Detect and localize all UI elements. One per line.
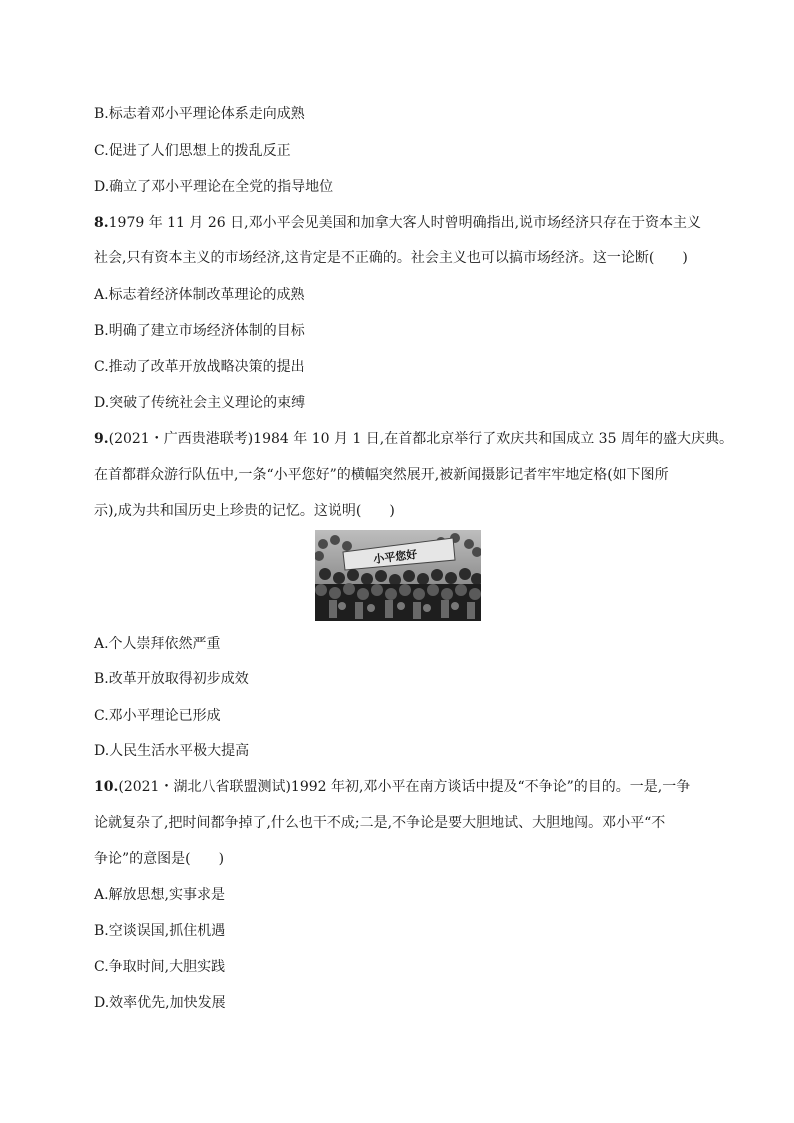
q8-option-b: B.明确了建立市场经济体制的目标 (94, 323, 305, 339)
q9-stem-line-2: 在首都群众游行队伍中,一条“小平您好”的横幅突然展开,被新闻摄影记者牢牢地定格(如下图所 (94, 467, 669, 483)
q8-stem-line-2: 社会,只有资本主义的市场经济,这肯定是不正确的。社会主义也可以搞市场经济。这一论断( ) (94, 250, 688, 266)
q7-option-c: C.促进了人们思想上的拨乱反正 (94, 143, 291, 159)
photo-banner-text: 小平您好 (372, 547, 418, 567)
q9-stem-line-1 (94, 429, 733, 449)
q10-option-b: B.空谈误国,抓住机遇 (94, 923, 226, 939)
q9-stem-line-3: 示),成为共和国历史上珍贵的记忆。这说明( ) (94, 503, 395, 519)
q9-option-b: B.改革开放取得初步成效 (94, 671, 249, 687)
q10-stem-line-2: 论就复杂了,把时间都争掉了,什么也干不成;二是,不争论是要大胆地试、大胆地闯。邓小平“不 (94, 815, 666, 831)
q8-option-c: C.推动了改革开放战略决策的提出 (94, 359, 305, 375)
q7-option-b: B.标志着邓小平理论体系走向成熟 (94, 106, 305, 122)
q9-parade-photo (315, 530, 481, 621)
q8-option-d: D.突破了传统社会主义理论的束缚 (94, 395, 306, 411)
q8-stem-line-1 (94, 213, 701, 233)
q10-option-c: C.争取时间,大胆实践 (94, 959, 226, 975)
q9-option-d: D.人民生活水平极大提高 (94, 743, 250, 759)
q10-stem-text-1: (2021・湖北八省联盟测试)1992 年初,邓小平在南方谈话中提及“不争论”的目的。一是,一争 (118, 779, 691, 795)
q10-stem-line-1 (94, 777, 690, 797)
q10-option-a: A.解放思想,实事求是 (94, 887, 226, 903)
q8-number: 8. (94, 215, 109, 231)
q10-option-d: D.效率优先,加快发展 (94, 995, 226, 1011)
q9-stem-text-1: (2021・广西贵港联考)1984 年 10 月 1 日,在首都北京举行了欢庆共和国成立 35 周年的盛大庆典。 (108, 431, 733, 447)
q9-option-a: A.个人崇拜依然严重 (94, 636, 221, 652)
q10-stem-line-3: 争论”的意图是( ) (94, 851, 225, 867)
q10-number: 10. (94, 779, 119, 795)
q7-option-d: D.确立了邓小平理论在全党的指导地位 (94, 179, 334, 195)
q9-option-c: C.邓小平理论已形成 (94, 708, 221, 724)
q8-option-a: A.标志着经济体制改革理论的成熟 (94, 287, 305, 303)
q9-number: 9. (94, 431, 109, 447)
q8-stem-text-1: 1979 年 11 月 26 日,邓小平会见美国和加拿大客人时曾明确指出,说市场经济只存在于资本主义 (108, 215, 702, 231)
